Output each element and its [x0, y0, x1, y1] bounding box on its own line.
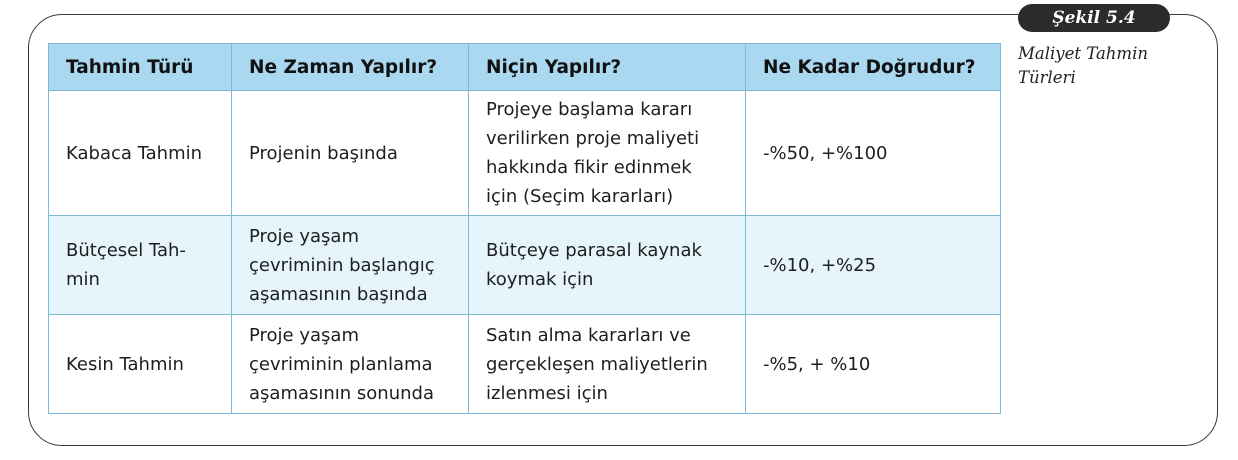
cell-line: -%5, + %10 [763, 353, 871, 375]
cell-accuracy [746, 91, 1001, 216]
table-row [49, 216, 1001, 315]
cost-estimate-table [48, 43, 1001, 414]
cell-line: aşamasının başında [249, 283, 428, 305]
cell-line: Kabaca Tahmin [66, 142, 203, 164]
cell-line: Satın alma kararları ve [486, 324, 691, 346]
cell-line: Proje yaşam [249, 324, 359, 346]
cell-when [232, 91, 469, 216]
cell-line: çevriminin başlangıç [249, 254, 435, 276]
cell-line: izlenmesi için [486, 382, 608, 404]
header-when: Ne Zaman Yapılır? [232, 44, 469, 91]
cell-when [232, 216, 469, 315]
cell-why [469, 315, 746, 414]
figure-caption-line: Maliyet Tahmin [1018, 44, 1148, 63]
cell-why [469, 216, 746, 315]
cell-line: -%50, +%100 [763, 142, 888, 164]
cell-why [469, 91, 746, 216]
table-row [49, 91, 1001, 216]
cell-line: min [66, 269, 100, 290]
header-estimate-type: Tahmin Türü [49, 44, 232, 91]
cell-line: Projeye başlama kararı [486, 99, 693, 120]
figure-caption [1018, 42, 1218, 90]
cell-line: hakkında fikir edinmek [486, 157, 692, 178]
cell-line: Proje yaşam [249, 225, 359, 247]
header-row [49, 44, 1001, 91]
cell-line: aşamasının sonunda [249, 382, 434, 404]
cell-accuracy [746, 315, 1001, 414]
header-why: Niçin Yapılır? [469, 44, 746, 91]
cell-line: gerçekleşen maliyetlerin [486, 353, 708, 375]
cell-line: Bütçeye parasal kaynak [486, 240, 702, 261]
cell-when [232, 315, 469, 414]
cell-line: verilirken proje maliyeti [486, 128, 700, 149]
cell-line: çevriminin planlama [249, 353, 433, 375]
cell-line: Kesin Tahmin [66, 353, 184, 375]
cell-line: koymak için [486, 269, 594, 290]
cell-line: -%10, +%25 [763, 254, 877, 276]
cell-accuracy [746, 216, 1001, 315]
cell-line: Projenin başında [249, 142, 398, 164]
cell-estimate-type [49, 91, 232, 216]
figure-caption-line: Türleri [1018, 68, 1076, 87]
table-row [49, 315, 1001, 414]
figure-label: Şekil 5.4 [1018, 4, 1170, 32]
cell-line: için (Seçim kararları) [486, 186, 674, 207]
cell-line: Bütçesel Tah- [66, 240, 186, 261]
header-accuracy: Ne Kadar Doğrudur? [746, 44, 1001, 91]
cell-estimate-type [49, 315, 232, 414]
cell-estimate-type [49, 216, 232, 315]
